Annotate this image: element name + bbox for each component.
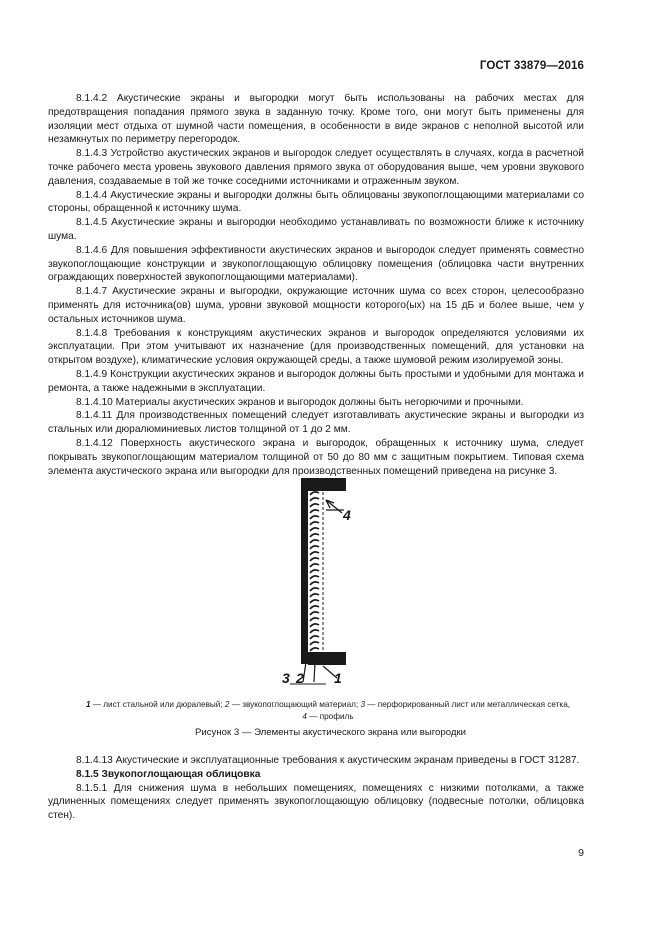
profile-bottom xyxy=(308,652,346,665)
body-text-continued xyxy=(48,754,584,823)
legend-num-1: 1 xyxy=(85,700,91,709)
label-4: 4 xyxy=(343,507,351,523)
screen-section-drawing xyxy=(0,472,661,702)
paragraph-8-1-4-9: 8.1.4.9 Конструкции акустических экранов и выгородок должны быть простыми и удобными для монтажа и ремонта, а также надежными в эксплуатации. xyxy=(48,368,584,394)
paragraph-8-1-4-4: 8.1.4.4 Акустические экраны и выгородки должны быть облицованы звукопоглощающими материалами со стороны, обращенной к источнику шума. xyxy=(48,189,584,215)
legend-num-2: 2 xyxy=(224,700,230,709)
paragraph-8-1-4-8: 8.1.4.8 Требования к конструкциям акустических экранов и выгородок определяются условиями их эксплуатации. При этом учитывают их назначение (для производственных помещений, для установки на открытом воздухе), климатические условия окружающей среды, а также шумовой режим изолируемой зоны. xyxy=(48,327,584,367)
legend-num-3: 3 xyxy=(360,700,366,709)
paragraph-8-1-5-1: 8.1.5.1 Для снижения шума в небольших помещениях, помещениях с низкими потолками, а также удлиненных помещениях следует применять звукопоглощающую облицовку (подвесные потолки, облицовка стен). xyxy=(48,782,584,822)
profile-top xyxy=(308,478,346,491)
label-2: 2 xyxy=(296,670,304,686)
steel-sheet xyxy=(301,478,308,664)
paragraph-8-1-4-11: 8.1.4.11 Для производственных помещений следует изготавливать акустические экраны и выгородки из стальных или дюралюминиевых листов толщиной от 1 до 2 мм. xyxy=(48,410,584,436)
label-1: 1 xyxy=(334,670,342,686)
section-heading-8-1-5: 8.1.5 Звукопоглощающая облицовка xyxy=(76,768,261,780)
paragraph-8-1-4-3: 8.1.4.3 Устройство акустических экранов и выгородок следует осуществлять в случаях, когда в расчетной точке рабочего места уровень звукового давления прямого звука от оборудования выше, чем уровни звукового давления, создаваемые в той же точке соседними источниками и отраженным звуком. xyxy=(48,148,584,187)
legend-text-4: — профиль xyxy=(306,712,354,721)
figure-legend xyxy=(48,699,608,723)
legend-text-3: — перфорированный лист или металлическая сетка, xyxy=(365,700,571,709)
page-number: 9 xyxy=(578,847,584,859)
legend-text-1: — лист стальной или дюралевый; xyxy=(90,700,225,709)
figure-3-screen-element xyxy=(0,472,661,702)
paragraph-8-1-4-6: 8.1.4.6 Для повышения эффективности акустических экранов и выгородок следует применять совместно звукопоглощающие конструкции и звукопоглощающую облицовку помещения (облицовка части внутренних ограждающих поверхностей звукопоглощающими материалами). xyxy=(48,244,584,284)
paragraph-8-1-4-7: 8.1.4.7 Акустические экраны и выгородки, окружающие источник шума со всех сторон, целесообразно применять для источника(ов) шума, уровни звуковой мощности которого(ых) на 15 дБ и более выше, чем у остальных источников шума. xyxy=(48,286,584,325)
paragraph-8-1-4-13: 8.1.4.13 Акустические и эксплуатационные требования к акустическим экранам приведены в ГОСТ 31287. xyxy=(76,755,580,766)
figure-caption: Рисунок 3 — Элементы акустического экрана или выгородки xyxy=(194,727,467,738)
absorbing-material xyxy=(308,482,322,660)
document-header: ГОСТ 33879—2016 xyxy=(479,60,584,72)
body-text-main xyxy=(48,92,584,478)
paragraph-8-1-4-5: 8.1.4.5 Акустические экраны и выгородки необходимо устанавливать по возможности ближе к источнику шума. xyxy=(48,217,584,242)
paragraph-8-1-4-10: 8.1.4.10 Материалы акустических экранов и выгородок должны быть негорючими и прочными. xyxy=(76,396,524,408)
label-3: 3 xyxy=(282,670,290,686)
legend-num-4: 4 xyxy=(302,712,307,721)
legend-text-2: — звукопоглощающий материал; xyxy=(229,700,361,709)
paragraph-8-1-4-12: 8.1.4.12 Поверхность акустического экрана и выгородок, обращенных к источнику шума, следует покрывать звукопоглощающим материалом толщиной от 50 до 80 мм с защитным покрытием. Типовая схема элемента акустического экрана или выгородки для производственных помещений приведена на рисунке 3. xyxy=(48,437,584,477)
paragraph-8-1-4-2: 8.1.4.2 Акустические экраны и выгородки могут быть использованы на рабочих местах для предотвращения попадания прямого звука в заданную точку. Кроме того, они могут быть применены для изоляции мест отдыха от шумной части помещения, в особенности в виде экранов с неполной высотой или незамкнутых по периметру перегородок. xyxy=(48,93,584,146)
